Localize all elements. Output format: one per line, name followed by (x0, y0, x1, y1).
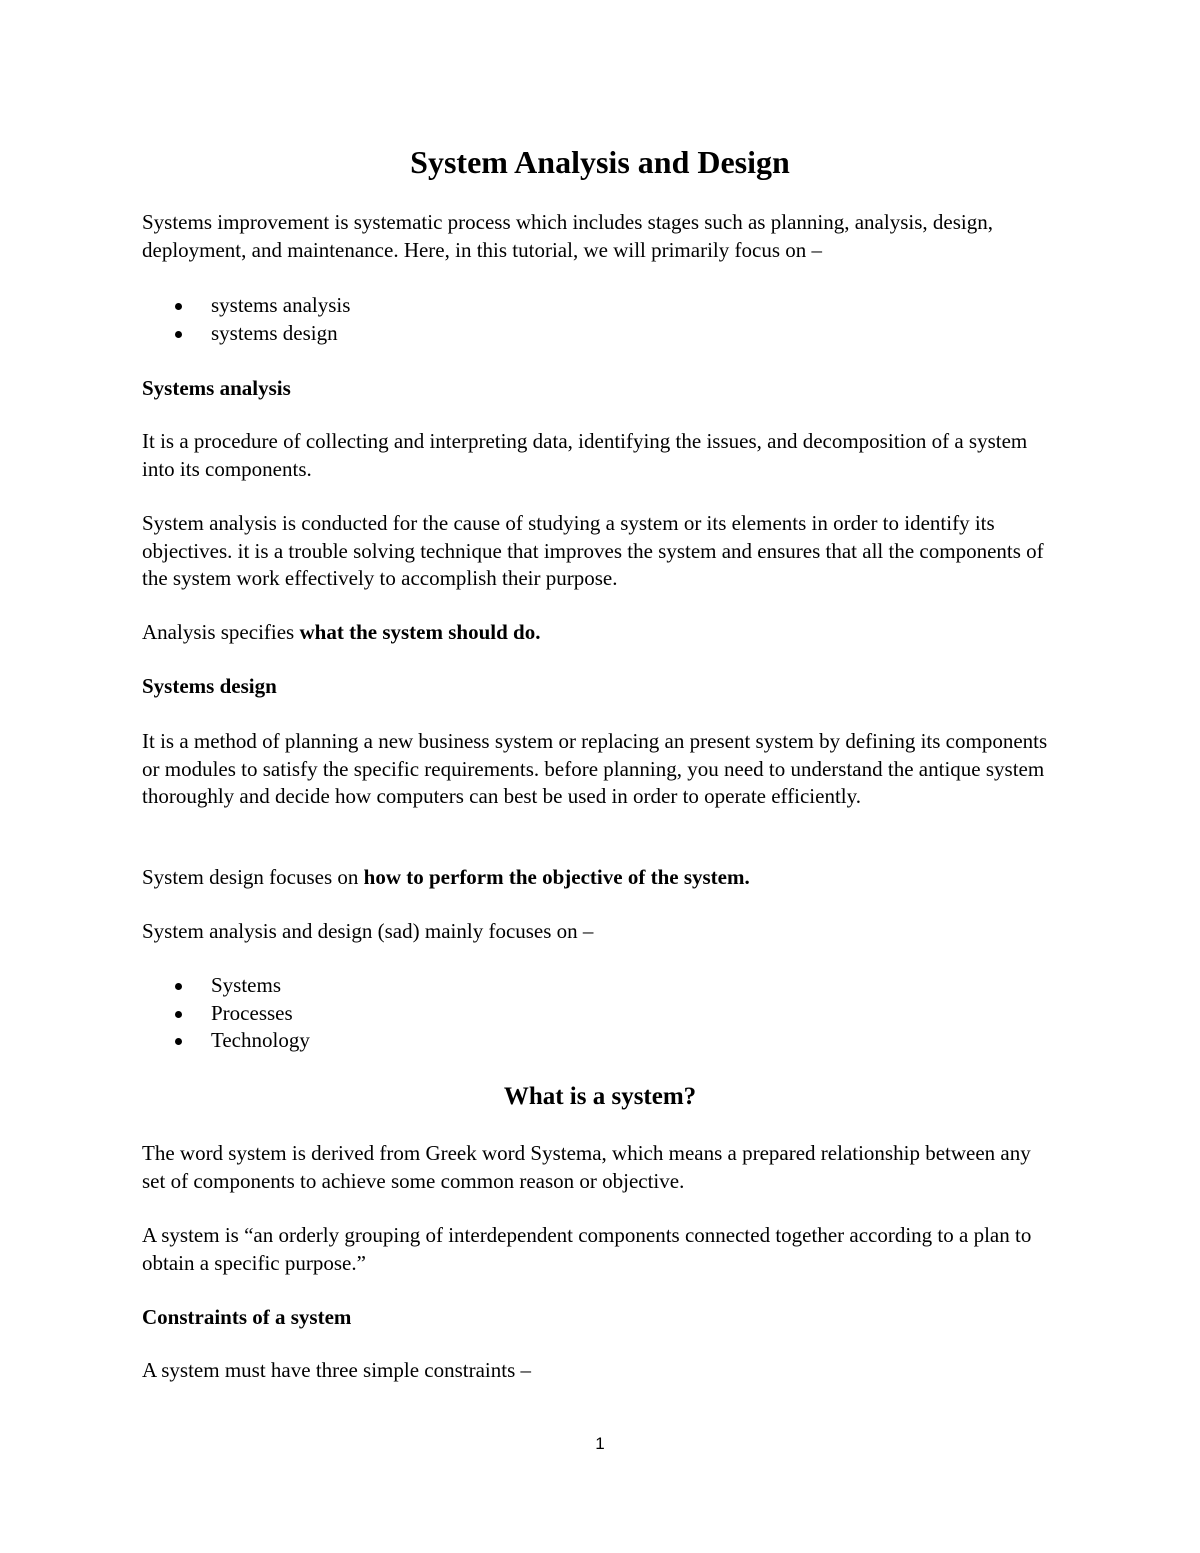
design-paragraph-1: It is a method of planning a new business system or replacing an present system by defining its components or modules to satisfy the specific requirements. before planning, you need to understand the antique system thoroughly and decide how computers can best be used in order to operate efficiently. (142, 729, 1048, 808)
design-focuses-emphasis: how to perform the objective of the system. (363, 865, 750, 889)
page-number: 1 (595, 1434, 605, 1453)
systems-design-heading: Systems design (142, 674, 277, 698)
system-definition-paragraph-2: A system is “an orderly grouping of interdependent components connected together according to a plan to obtain a specific purpose.” (142, 1223, 1032, 1275)
focus-list (142, 292, 350, 347)
intro-paragraph: Systems improvement is systematic process which includes stages such as planning, analysis, design, deployment, and maintenance. Here, in this tutorial, we will primarily focus on – (142, 210, 993, 262)
sad-intro-paragraph: System analysis and design (sad) mainly focuses on – (142, 919, 594, 943)
systems-analysis-heading: Systems analysis (142, 376, 291, 400)
constraints-heading: Constraints of a system (142, 1305, 352, 1329)
design-focuses-text: System design focuses on (142, 865, 364, 889)
list-item: systems analysis (142, 292, 350, 320)
list-item: Systems (142, 972, 310, 1000)
list-item: Processes (142, 1000, 310, 1028)
list-item: systems design (142, 320, 350, 348)
list-item: Technology (142, 1027, 310, 1055)
system-definition-paragraph-1: The word system is derived from Greek word Systema, which means a prepared relationship between any set of components to achieve some common reason or objective. (142, 1141, 1031, 1193)
analysis-paragraph-1: It is a procedure of collecting and interpreting data, identifying the issues, and decomposition of a system into its components. (142, 429, 1028, 481)
document-title: System Analysis and Design (410, 144, 790, 180)
analysis-specifies-paragraph (142, 619, 1058, 647)
analysis-specifies-emphasis: what the system should do. (299, 620, 541, 644)
analysis-paragraph-2: System analysis is conducted for the cause of studying a system or its elements in order to identify its objectives. it is a trouble solving technique that improves the system and ensures that all the components of the system work effectively to accomplish their purpose. (142, 511, 1044, 590)
analysis-specifies-text: Analysis specifies (142, 620, 300, 644)
what-is-system-heading: What is a system? (503, 1083, 697, 1110)
design-focuses-paragraph (142, 864, 1058, 892)
constraints-intro-paragraph: A system must have three simple constraints – (142, 1358, 532, 1382)
sad-focus-list (142, 972, 310, 1055)
